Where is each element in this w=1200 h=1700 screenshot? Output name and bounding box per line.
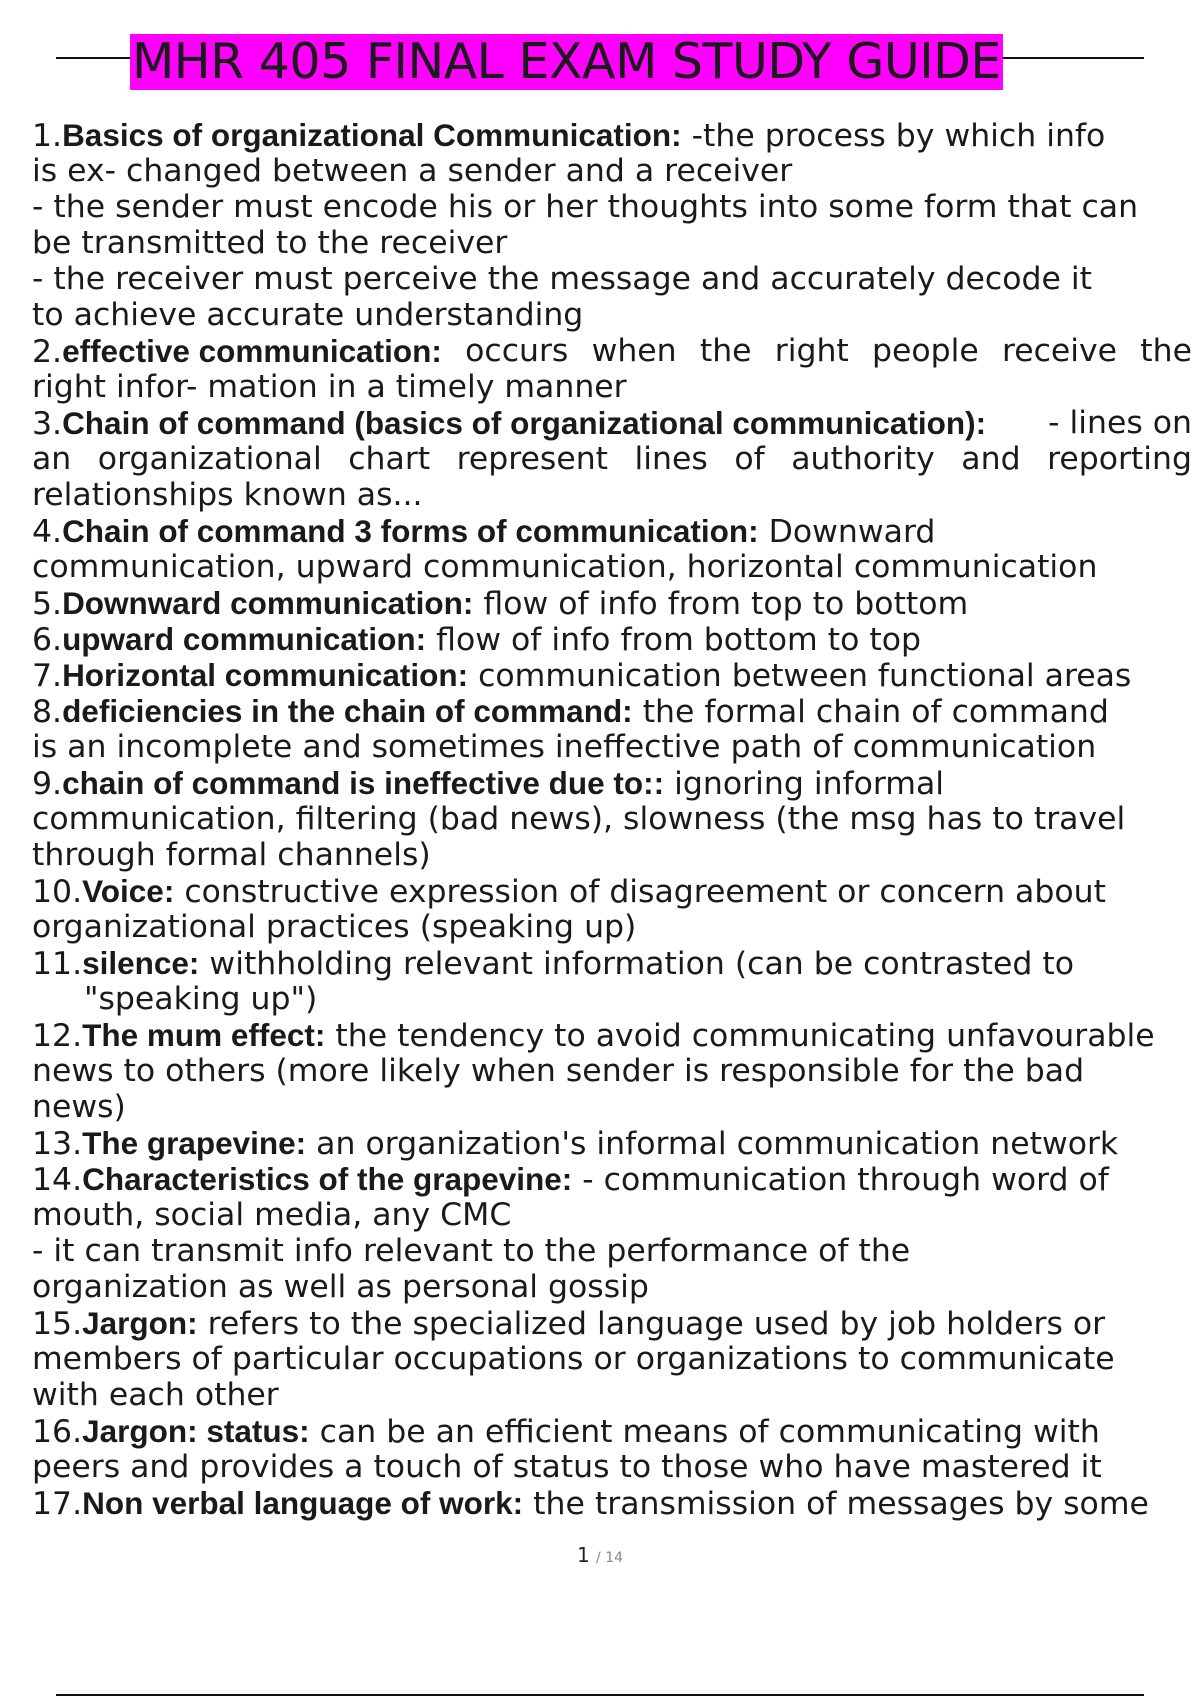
justified-word: 2.effective communication: xyxy=(32,333,442,370)
term-wrapper: 3.Chain of command (basics of organizational communication): xyxy=(32,405,987,442)
justified-word: when xyxy=(591,333,677,369)
page-total: / 14 xyxy=(596,1550,624,1566)
justified-word: lines xyxy=(634,441,708,477)
list-item: 5.Downward communication: flow of info from top to bottom xyxy=(32,585,969,622)
list-item: 17.Non verbal language of work: the transmission of messages by some xyxy=(32,1485,1149,1522)
title-box xyxy=(130,34,1002,90)
study-guide-content xyxy=(32,117,1192,1521)
term: The mum effect: xyxy=(82,1017,326,1053)
term: effective communication: xyxy=(62,333,442,369)
list-item: 13.The grapevine: an organization's informal communication network xyxy=(32,1125,1119,1162)
term: chain of command is ineffective due to:: xyxy=(62,765,665,801)
term: Non verbal language of work: xyxy=(82,1485,524,1521)
definition-text: an organization's informal communication network xyxy=(306,1126,1119,1162)
definition-text: -the process by which info xyxy=(681,118,1106,154)
list-item: 1.Basics of organizational Communication: -the process by which info xyxy=(32,117,1106,154)
justified-word: represent xyxy=(456,441,609,477)
title-row xyxy=(56,34,1144,90)
list-item: 14.Characteristics of the grapevine: - communication through word of xyxy=(32,1161,1109,1198)
term: Jargon: status: xyxy=(82,1413,310,1449)
text-line: news) xyxy=(32,1089,126,1125)
term: Jargon: xyxy=(82,1305,198,1341)
text-line: communication, upward communication, horizontal communication xyxy=(32,549,1098,585)
list-item xyxy=(32,333,1192,369)
text-line xyxy=(32,441,1192,477)
text-line: peers and provides a touch of status to those who have mastered it xyxy=(32,1449,1102,1485)
justified-word: chart xyxy=(348,441,431,477)
definition-text: flow of info from bottom to top xyxy=(426,622,921,658)
page-current: 1 xyxy=(576,1543,590,1567)
text-line: to achieve accurate understanding xyxy=(32,297,584,333)
term: Downward communication: xyxy=(62,585,474,621)
list-item: 15.Jargon: refers to the specialized language used by job holders or xyxy=(32,1305,1106,1342)
justified-word: reporting xyxy=(1047,441,1192,477)
text-line: relationships known as... xyxy=(32,477,423,513)
justified-word: occurs xyxy=(465,333,569,369)
definition-text: the transmission of messages by some xyxy=(523,1486,1149,1522)
text-line: - the sender must encode his or her thoughts into some form that can xyxy=(32,189,1139,225)
text-line: organizational practices (speaking up) xyxy=(32,909,637,945)
text-line: - it can transmit info relevant to the performance of the xyxy=(32,1233,911,1269)
bottom-rule xyxy=(56,1694,1144,1696)
list-item: 8.deficiencies in the chain of command: the formal chain of command xyxy=(32,693,1109,730)
definition-text: withholding relevant information (can be contrasted to xyxy=(199,946,1075,982)
definition-text: Downward xyxy=(758,514,936,550)
definition-text: communication between functional areas xyxy=(468,658,1132,694)
list-item: 16.Jargon: status: can be an efficient means of communicating with xyxy=(32,1413,1100,1450)
justified-word: organizational xyxy=(97,441,322,477)
definition-text: refers to the specialized language used by job holders or xyxy=(197,1306,1106,1342)
term: Chain of command (basics of organizational communication): xyxy=(62,405,987,441)
term: upward communication: xyxy=(62,621,427,657)
text-line: members of particular occupations or organizations to communicate xyxy=(32,1341,1115,1377)
text-line: be transmitted to the receiver xyxy=(32,225,508,261)
definition-text: the tendency to avoid communicating unfavourable xyxy=(325,1018,1155,1054)
list-item: 9.chain of command is ineffective due to:: ignoring informal xyxy=(32,765,945,802)
text-line: "speaking up") xyxy=(84,981,318,1017)
justified-word: of xyxy=(734,441,765,477)
definition-text: can be an efficient means of communicating with xyxy=(309,1414,1100,1450)
text-line: is an incomplete and sometimes ineffective path of communication xyxy=(32,729,1097,765)
term: Voice: xyxy=(82,873,175,909)
term: deficiencies in the chain of command: xyxy=(62,693,633,729)
list-item: 7.Horizontal communication: communication between functional areas xyxy=(32,657,1132,694)
definition-text: flow of info from top to bottom xyxy=(473,586,969,622)
justified-word: and xyxy=(961,441,1021,477)
justified-word: right xyxy=(774,333,849,369)
justified-word: the xyxy=(699,333,752,369)
text-line: through formal channels) xyxy=(32,837,431,873)
term: silence: xyxy=(82,945,200,981)
page-number xyxy=(0,1543,1200,1567)
list-item: 6.upward communication: flow of info from bottom to top xyxy=(32,621,921,658)
list-item: 10.Voice: constructive expression of disagreement or concern about xyxy=(32,873,1106,910)
list-item: 11.silence: withholding relevant information (can be contrasted to xyxy=(32,945,1075,982)
term: Horizontal communication: xyxy=(62,657,469,693)
definition-text: constructive expression of disagreement or concern about xyxy=(174,874,1106,910)
list-item: 4.Chain of command 3 forms of communication: Downward xyxy=(32,513,936,550)
text-line: mouth, social media, any CMC xyxy=(32,1197,512,1233)
term: Basics of organizational Communication: xyxy=(62,117,682,153)
list-item xyxy=(32,405,1192,441)
justified-word: receive xyxy=(1001,333,1118,369)
document-title: MHR 405 FINAL EXAM STUDY GUIDE xyxy=(132,33,1001,90)
term: The grapevine: xyxy=(82,1125,307,1161)
justified-word: an xyxy=(32,441,72,477)
text-line: organization as well as personal gossip xyxy=(32,1269,649,1305)
definition-text: the formal chain of command xyxy=(632,694,1109,730)
text-line: - the receiver must perceive the message and accurately decode it xyxy=(32,261,1093,297)
text-line: with each other xyxy=(32,1377,279,1413)
text-line: is ex- changed between a sender and a receiver xyxy=(32,153,793,189)
term: Characteristics of the grapevine: xyxy=(82,1161,573,1197)
definition-text: - lines on xyxy=(1048,405,1192,441)
list-item: 12.The mum effect: the tendency to avoid communicating unfavourable xyxy=(32,1017,1155,1054)
justified-word: the xyxy=(1140,333,1192,369)
term: Chain of command 3 forms of communication: xyxy=(62,513,759,549)
definition-text: ignoring informal xyxy=(664,766,945,802)
definition-text: - communication through word of xyxy=(572,1162,1109,1198)
justified-word: authority xyxy=(791,441,935,477)
text-line: communication, filtering (bad news), slowness (the msg has to travel xyxy=(32,801,1126,837)
text-line: right infor- mation in a timely manner xyxy=(32,369,627,405)
text-line: news to others (more likely when sender is responsible for the bad xyxy=(32,1053,1085,1089)
justified-word: people xyxy=(871,333,979,369)
